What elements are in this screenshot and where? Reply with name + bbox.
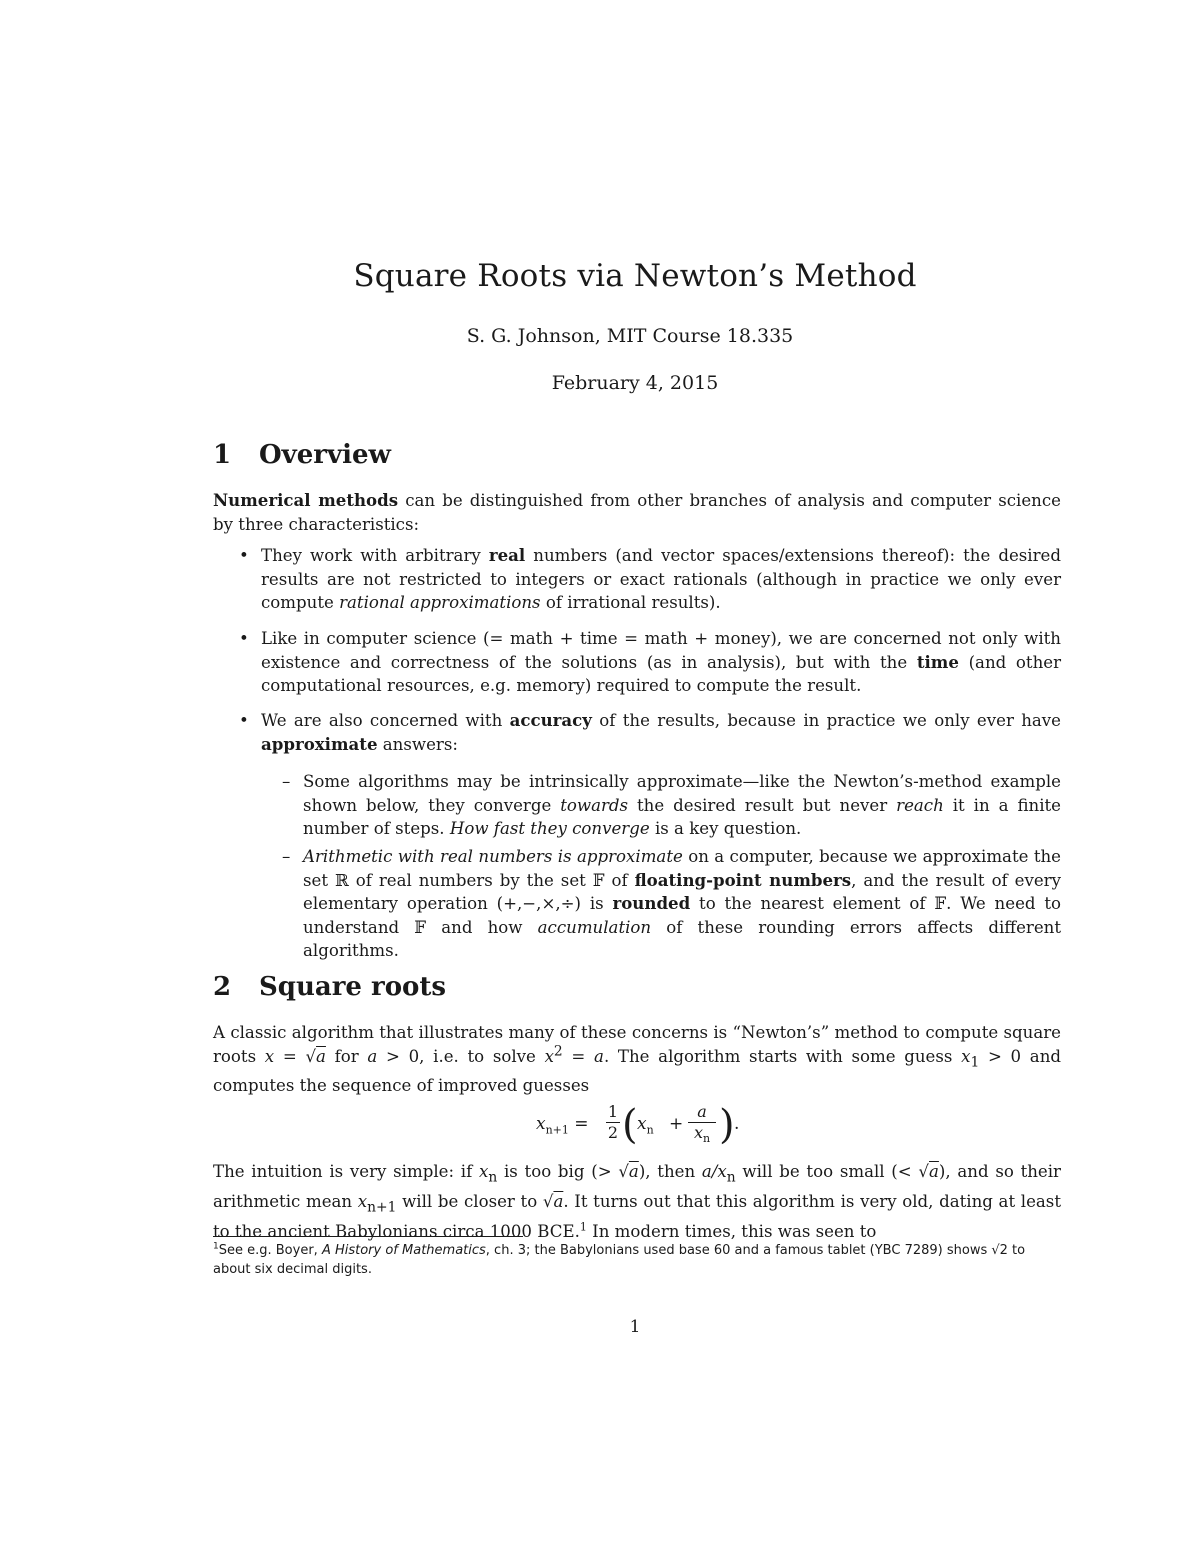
math-variable: a — [594, 1046, 604, 1066]
italic-term: accumulation — [537, 917, 652, 937]
paragraph-text: > 0, i.e. to solve — [377, 1046, 545, 1066]
bold-term: real — [488, 545, 526, 565]
bullet-text: Like in computer science (= math + time = math + money), we are concerned not only with existence and correctness of the solutions (as in analysis), but with the — [261, 629, 1061, 672]
footnote-rule — [213, 1236, 523, 1237]
math-variable: a — [628, 1162, 639, 1181]
math-variable: x — [264, 1046, 275, 1066]
bullet-text: (and other computational resources, e.g. memory) required to compute the result. — [261, 652, 1062, 695]
subbullet-text: it in a finite number of steps. — [303, 795, 1061, 838]
bold-term: rounded — [612, 893, 691, 913]
subbullet-text: the desired result but never — [628, 795, 897, 815]
paper-author: S. G. Johnson, MIT Course 18.335 — [466, 325, 794, 347]
italic-term: How fast they converge — [449, 819, 650, 838]
bullet-mark: • — [239, 546, 249, 565]
italic-term: rational approximations — [339, 593, 541, 612]
paper-date: February 4, 2015 — [551, 372, 719, 394]
footnote — [213, 1241, 1061, 1279]
math-exponent: 2 — [553, 1042, 563, 1059]
math-variable: x — [637, 1114, 647, 1134]
section-number: 1 — [213, 440, 232, 470]
math-variable: x — [961, 1046, 971, 1066]
bullet-item-real-numbers — [239, 544, 1061, 615]
term-xn — [637, 1114, 654, 1136]
fraction-numerator: 1 — [607, 1102, 619, 1121]
bold-term: accuracy — [509, 710, 592, 730]
fraction-numerator: a — [697, 1102, 707, 1121]
footnote-mark: 1 — [213, 1241, 219, 1252]
equation-period: . — [734, 1114, 740, 1134]
bullet-text: of the results, because in practice we only ever have — [591, 711, 1062, 730]
left-paren: ( — [622, 1102, 638, 1148]
paragraph-text: . The algorithm starts with some guess — [603, 1046, 962, 1066]
section-title: Overview — [259, 440, 391, 470]
bold-term: approximate — [261, 733, 378, 754]
bullet-text: We are also concerned with — [261, 711, 510, 730]
book-title: A History of Mathematics — [321, 1243, 486, 1258]
subbullet-text: to the nearest element of 𝔽. We need to understand 𝔽 and how — [303, 894, 1061, 937]
math-variable: x — [693, 1123, 703, 1142]
fraction-one-half — [606, 1102, 620, 1143]
paragraph-text: > 0 and computes the sequence of improved guesses — [213, 1046, 1061, 1096]
bullet-mark: • — [239, 711, 249, 730]
math-symbol: = √ — [274, 1046, 317, 1066]
bold-term: time — [916, 651, 959, 672]
paragraph-text: can be distinguished from other branches of analysis and computer science by three characteristics: — [213, 491, 1061, 534]
dash-mark: – — [282, 847, 291, 866]
subbullet-text: is a key question. — [649, 819, 802, 838]
math-variable: x — [536, 1114, 546, 1134]
bullet-text: of irrational results). — [540, 593, 721, 612]
math-subscript: n+1 — [367, 1199, 397, 1216]
math-subscript: n+1 — [545, 1123, 569, 1137]
paragraph-text: A classic algorithm that illustrates many of these concerns is “Newton’s” method to compute square roots — [213, 1023, 1061, 1066]
math-variable: a/x — [701, 1162, 727, 1181]
math-variable: a — [553, 1191, 564, 1211]
math-variable: a — [929, 1162, 939, 1181]
equals-sign: = — [568, 1114, 589, 1134]
math-symbol: is too big (> √ — [497, 1162, 629, 1181]
math-symbol: will be too small (< √ — [735, 1162, 929, 1181]
math-subscript: n — [702, 1132, 711, 1146]
dash-mark: – — [282, 772, 291, 791]
fraction-denominator — [688, 1123, 716, 1149]
math-subscript: n — [726, 1169, 736, 1186]
math-variable: x — [357, 1191, 368, 1211]
italic-term: reach — [896, 795, 944, 815]
fraction-a-over-xn — [688, 1102, 716, 1149]
math-variable: a — [367, 1046, 378, 1066]
italic-term: Arithmetic with real numbers is approximate — [303, 847, 683, 866]
italic-term: towards — [560, 795, 629, 815]
subbullet-text: , and the result of every elementary operation (+,−,×,÷) is — [303, 870, 1061, 913]
subbullet-item-approximate-algorithms — [282, 770, 1061, 841]
subbullet-item-floating-point — [282, 845, 1061, 963]
subbullet-text: on a computer, because we approximate the set ℝ of real numbers by the set 𝔽 of — [303, 847, 1061, 890]
paragraph-text: . It turns out that this algorithm is very old, dating at least to the ancient Babylonians circa 1000 BCE. — [213, 1191, 1061, 1241]
math-variable: a — [316, 1046, 326, 1066]
square-roots-paragraph-1 — [213, 1021, 1061, 1098]
overview-intro-paragraph — [213, 489, 1061, 536]
math-subscript: 1 — [970, 1053, 980, 1070]
section-title: Square roots — [259, 972, 447, 1002]
plus-sign: + — [669, 1114, 684, 1134]
equation-lhs — [536, 1114, 589, 1136]
square-roots-paragraph-2 — [213, 1160, 1061, 1243]
paragraph-text: ), then — [638, 1162, 702, 1181]
section-heading-overview — [213, 440, 391, 470]
fraction-denominator: 2 — [607, 1123, 619, 1142]
math-variable: x — [478, 1162, 489, 1181]
math-variable: x — [544, 1046, 554, 1066]
footnote-text: See e.g. Boyer, — [218, 1243, 322, 1258]
bold-term: floating-point numbers — [634, 869, 852, 890]
footnote-text: , ch. 3; the Babylonians used base 60 and a famous tablet (YBC 7289) shows √2 to about six decimal digits. — [213, 1243, 1026, 1277]
bullet-text: answers: — [377, 734, 458, 754]
math-symbol: will be closer to √ — [396, 1191, 554, 1211]
paragraph-text: The intuition is very simple: if — [213, 1162, 479, 1181]
paragraph-text: ), and so their arithmetic mean — [213, 1162, 1061, 1211]
subbullet-text: Some algorithms may be intrinsically approximate—like the Newton’s-method example shown below, they converge — [303, 772, 1061, 815]
right-paren: ) — [719, 1102, 735, 1148]
section-number: 2 — [213, 972, 232, 1002]
math-subscript: n — [488, 1169, 498, 1186]
bullet-item-time — [239, 627, 1061, 698]
newton-iteration-equation — [536, 1100, 756, 1154]
paragraph-text: In modern times, this was seen to — [586, 1221, 877, 1241]
footnote-ref: 1 — [579, 1220, 587, 1234]
paper-title: Square Roots via Newton’s Method — [353, 258, 917, 294]
section-heading-square-roots — [213, 972, 446, 1002]
math-symbol: = — [562, 1046, 595, 1066]
bullet-item-accuracy — [239, 709, 1061, 756]
bold-term: Numerical methods — [213, 490, 399, 510]
math-subscript: n — [646, 1123, 654, 1137]
bullet-text: They work with arbitrary — [261, 546, 489, 565]
paragraph-text: for — [325, 1046, 368, 1066]
bullet-mark: • — [239, 629, 249, 648]
subbullet-text: of these rounding errors affects different algorithms. — [303, 917, 1062, 960]
bullet-text: numbers (and vector spaces/extensions thereof): the desired results are not restricted to integers or exact rationals (although in practice we only ever compute — [261, 546, 1061, 612]
page-number: 1 — [629, 1317, 641, 1337]
